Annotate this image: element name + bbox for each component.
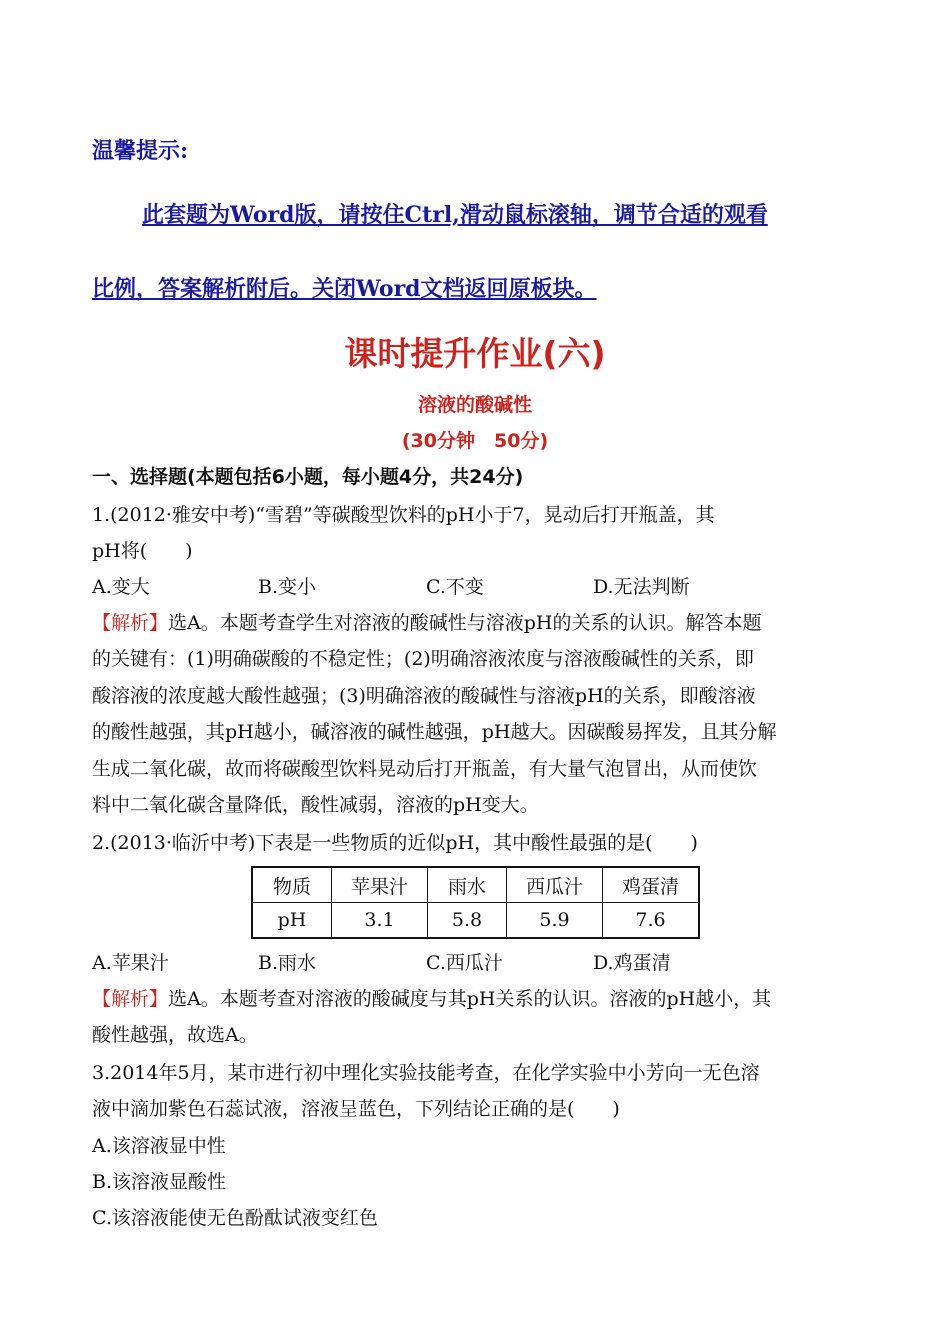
ph-table [251, 866, 700, 939]
table-cell: 苹果汁 [332, 867, 428, 903]
q1-analysis-text: 选A。本题考查学生对溶液的酸碱性与溶液pH的关系的认识。解答本题 [168, 612, 762, 634]
q1-analysis-line-4: 的酸性越强，其pH越小，碱溶液的碱性越强，pH越大。因碳酸易挥发，且其分解 [92, 721, 777, 743]
q2-analysis-line-2: 酸性越强，故选A。 [92, 1024, 258, 1046]
table-cell: 3.1 [332, 903, 428, 939]
ph-table-value-row [252, 903, 699, 939]
q1-analysis-line-3: 酸溶液的浓度越大酸性越强；(3)明确溶液的酸碱性与溶液pH的关系，即酸溶液 [92, 685, 756, 707]
tip-line-1: 此套题为Word版，请按住Ctrl,滑动鼠标滚轴，调节合适的观看 [142, 202, 768, 228]
table-cell: 雨水 [428, 867, 507, 903]
q1-analysis-tag: 【解析】 [92, 612, 169, 634]
time-limit: (30分钟 50分) [401, 430, 549, 452]
table-cell: 7.6 [603, 903, 700, 939]
q1-option-c: C.不变 [426, 576, 484, 598]
table-cell: 西瓜汁 [507, 867, 603, 903]
section-title: 一、选择题(本题包括6小题，每小题4分，共24分) [92, 466, 524, 488]
page-subtitle: 溶液的酸碱性 [417, 394, 532, 416]
q2-option-d: D.鸡蛋清 [593, 952, 671, 974]
table-cell: 物质 [252, 867, 332, 903]
q1-stem-line-2: pH将( ) [92, 540, 193, 562]
q2-analysis-line-1 [92, 984, 771, 1011]
ph-table-header-row [252, 867, 699, 903]
tip-title: 温馨提示: [92, 138, 189, 164]
table-cell: 5.8 [428, 903, 507, 939]
q1-analysis-line-2: 的关键有：(1)明确碳酸的不稳定性；(2)明确溶液浓度与溶液酸碱性的关系，即 [92, 648, 754, 670]
q2-options [0, 948, 950, 976]
page-title: 课时提升作业(六) [344, 334, 606, 373]
q2-stem: 2.(2013·临沂中考)下表是一些物质的近似pH，其中酸性最强的是( ) [92, 832, 698, 854]
q3-stem-line-1: 3.2014年5月，某市进行初中理化实验技能考查，在化学实验中小芳向一无色溶 [92, 1062, 760, 1084]
q3-stem-line-2: 液中滴加紫色石蕊试液，溶液呈蓝色，下列结论正确的是( ) [92, 1098, 620, 1120]
q1-options [0, 572, 950, 600]
q2-option-b: B.雨水 [258, 952, 317, 974]
q1-analysis-line-1 [92, 608, 761, 635]
table-cell: 5.9 [507, 903, 603, 939]
q1-analysis-line-6: 料中二氧化碳含量降低，酸性减弱，溶液的pH变大。 [92, 794, 539, 816]
q2-analysis-text: 选A。本题考查对溶液的酸碱度与其pH关系的认识。溶液的pH越小，其 [168, 988, 772, 1010]
q3-option-b: B.该溶液显酸性 [92, 1171, 227, 1193]
table-cell: pH [252, 903, 332, 939]
q1-option-a: A.变大 [92, 576, 150, 598]
q3-option-a: A.该溶液显中性 [92, 1135, 226, 1157]
q1-option-d: D.无法判断 [593, 576, 690, 598]
q2-analysis-tag: 【解析】 [92, 988, 169, 1010]
tip-line-2: 比例，答案解析附后。关闭Word文档返回原板块。 [92, 276, 597, 302]
q1-option-b: B.变小 [258, 576, 317, 598]
q3-option-c: C.该溶液能使无色酚酞试液变红色 [92, 1207, 378, 1229]
q2-option-a: A.苹果汁 [92, 952, 169, 974]
q1-stem-line-1: 1.(2012·雅安中考)“雪碧”等碳酸型饮料的pH小于7，晃动后打开瓶盖，其 [92, 504, 715, 526]
q1-analysis-line-5: 生成二氧化碳，故而将碳酸型饮料晃动后打开瓶盖，有大量气泡冒出，从而使饮 [92, 758, 758, 780]
table-cell: 鸡蛋清 [603, 867, 700, 903]
q2-option-c: C.西瓜汁 [426, 952, 503, 974]
